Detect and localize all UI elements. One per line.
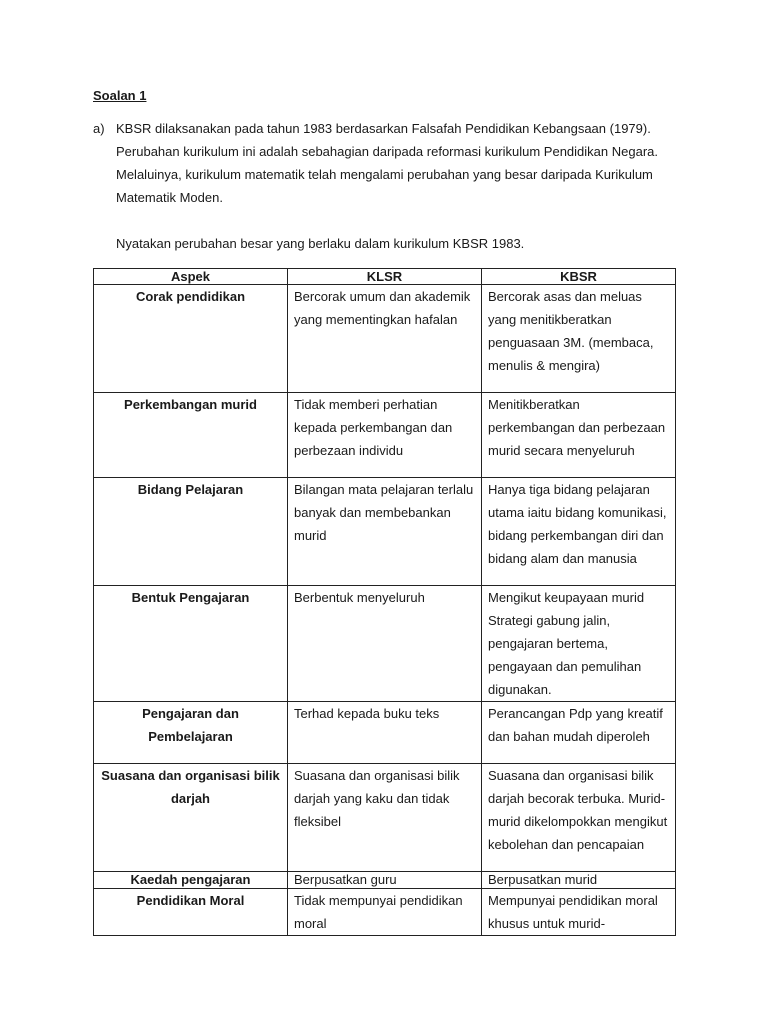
kbsr-cell: Mempunyai pendidikan moral khusus untuk murid-: [482, 889, 676, 936]
kbsr-cell: Suasana dan organisasi bilik darjah becorak terbuka. Murid-murid dikelompokkan mengikut kebolehan dan pencapaian: [482, 764, 676, 872]
kbsr-cell: Mengikut keupayaan murid Strategi gabung jalin, pengajaran bertema, pengayaan dan pemulihan digunakan.: [482, 586, 676, 702]
aspek-cell: Corak pendidikan: [94, 285, 288, 393]
aspek-cell: Perkembangan murid: [94, 393, 288, 478]
header-klsr: KLSR: [288, 269, 482, 285]
table-row: [94, 586, 676, 702]
klsr-cell: Suasana dan organisasi bilik darjah yang kaku dan tidak fleksibel: [288, 764, 482, 872]
kbsr-cell: Berpusatkan murid: [482, 872, 676, 889]
table-row: [94, 478, 676, 586]
question-instruction: Nyatakan perubahan besar yang berlaku dalam kurikulum KBSR 1983.: [116, 236, 525, 251]
aspek-cell: Bentuk Pengajaran: [94, 586, 288, 702]
question-paragraph: [93, 117, 683, 209]
aspek-cell: Pendidikan Moral: [94, 889, 288, 936]
header-aspek: Aspek: [94, 269, 288, 285]
table-row: [94, 393, 676, 478]
klsr-cell: Bercorak umum dan akademik yang mementingkan hafalan: [288, 285, 482, 393]
kbsr-cell: Hanya tiga bidang pelajaran utama iaitu bidang komunikasi, bidang perkembangan diri dan bidang alam dan manusia: [482, 478, 676, 586]
question-text: KBSR dilaksanakan pada tahun 1983 berdasarkan Falsafah Pendidikan Kebangsaan (1979). Perubahan kurikulum ini adalah sebahagian daripada reformasi kurikulum Pendidikan Negara. Melaluinya, kurikulum matematik telah mengalami perubahan yang besar daripada Kurikulum Matematik Moden.: [116, 121, 658, 205]
aspek-cell: Kaedah pengajaran: [94, 872, 288, 889]
table-row: [94, 702, 676, 764]
aspek-cell: Bidang Pelajaran: [94, 478, 288, 586]
kbsr-cell: Menitikberatkan perkembangan dan perbezaan murid secara menyeluruh: [482, 393, 676, 478]
klsr-cell: Tidak memberi perhatian kepada perkembangan dan perbezaan individu: [288, 393, 482, 478]
kbsr-cell: Perancangan Pdp yang kreatif dan bahan mudah diperoleh: [482, 702, 676, 764]
table-row: [94, 889, 676, 936]
header-kbsr: KBSR: [482, 269, 676, 285]
table-row: [94, 872, 676, 889]
aspek-cell: Suasana dan organisasi bilik darjah: [94, 764, 288, 872]
question-heading: Soalan 1: [93, 88, 147, 103]
klsr-cell: Terhad kepada buku teks: [288, 702, 482, 764]
kbsr-cell: Bercorak asas dan meluas yang menitikberatkan penguasaan 3M. (membaca, menulis & mengira): [482, 285, 676, 393]
aspek-cell: Pengajaran dan Pembelajaran: [94, 702, 288, 764]
table-row: [94, 764, 676, 872]
klsr-cell: Berbentuk menyeluruh: [288, 586, 482, 702]
question-marker: a): [93, 121, 105, 136]
table-header-row: [94, 269, 676, 285]
table-row: [94, 285, 676, 393]
klsr-cell: Berpusatkan guru: [288, 872, 482, 889]
klsr-cell: Bilangan mata pelajaran terlalu banyak dan membebankan murid: [288, 478, 482, 586]
comparison-table: [93, 268, 676, 936]
klsr-cell: Tidak mempunyai pendidikan moral: [288, 889, 482, 936]
